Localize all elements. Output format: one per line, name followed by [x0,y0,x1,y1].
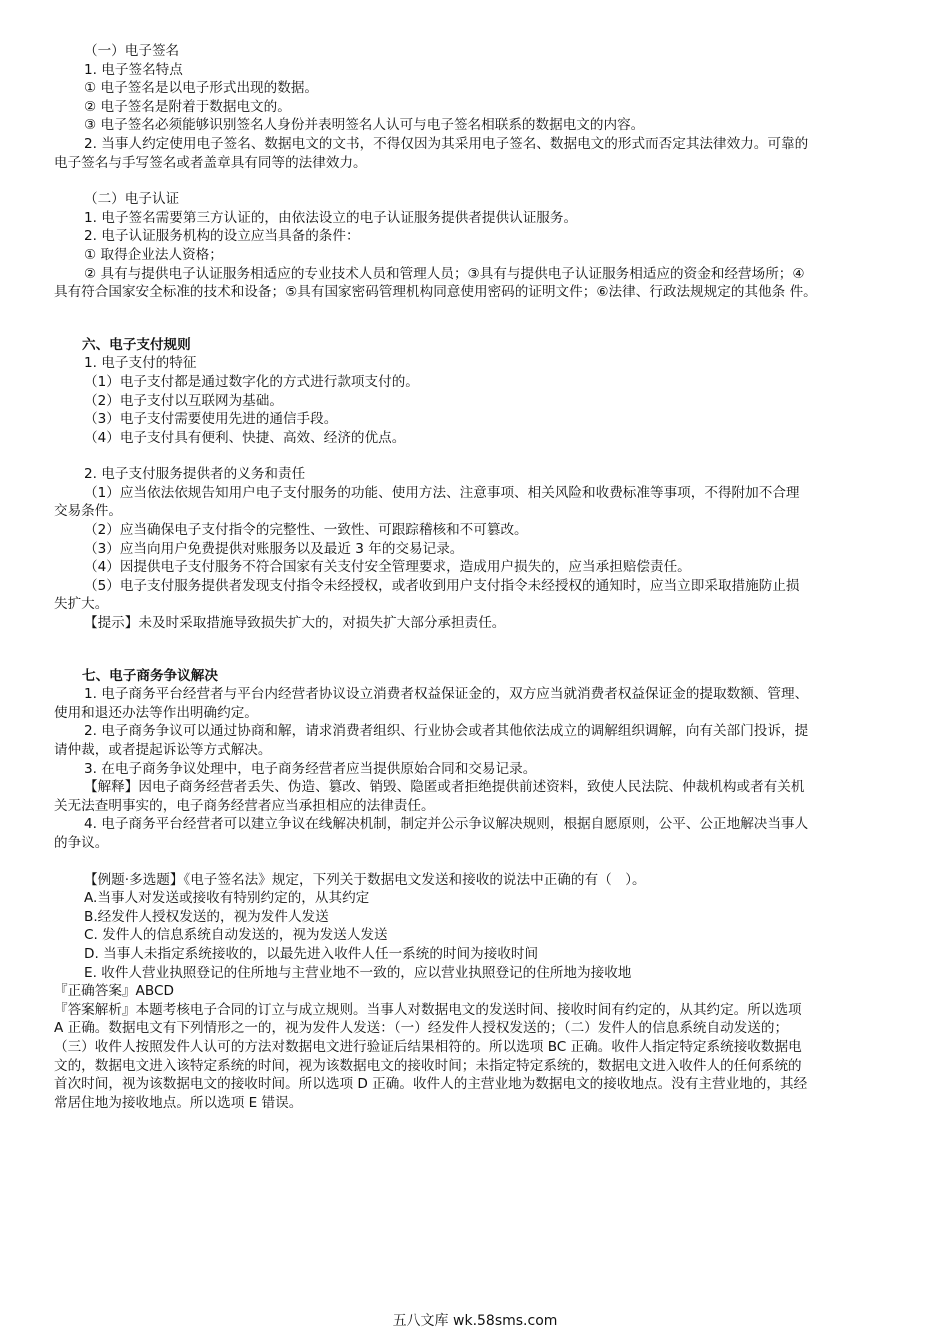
list-item: （2）应当确保电子支付指令的完整性、一致性、可跟踪稽核和不可篡改。 [84,522,528,539]
paragraph: 2. 电子认证服务机构的设立应当具备的条件： [84,228,360,245]
option-a: A.当事人对发送或接收有特别约定的，从其约定 [84,890,370,907]
list-item: 失扩大。 [54,596,109,613]
answer-analysis: 文的，数据电文进入该特定系统的时间，视为该数据电文的接收时间；未指定特定系统的，数据电文进入收件人的任何系统的 [54,1057,802,1074]
list-item: 具有符合国家安全标准的技术和设备；⑤具有国家密码管理机构同意使用密码的证明文件；⑥法律、行政法规规定的其他条 件。 [54,284,817,301]
list-item: （3）应当向用户免费提供对账服务以及最近 3 年的交易记录。 [84,540,464,557]
list-item: ① 电子签名是以电子形式出现的数据。 [84,80,319,97]
correct-answer: 『正确答案』ABCD [54,983,174,1000]
explanation-note: 【解释】因电子商务经营者丢失、伪造、篡改、销毁、隐匿或者拒绝提供前述资料，致使人民法院、仲裁机构或者有关机 [84,779,805,796]
section-dispute-resolution [54,667,896,853]
explanation-note: 关无法查明事实的，电子商务经营者应当承担相应的法律责任。 [54,797,435,814]
question-stem: 【例题·多选题】《电子签名法》规定，下列关于数据电文发送和接收的说法中正确的有（ ）。 [84,871,646,888]
list-item: 交易条件。 [54,503,122,520]
document-page [54,42,896,1112]
list-item: ① 取得企业法人资格； [84,246,223,263]
paragraph: 1. 电子商务平台经营者与平台内经营者协议设立消费者权益保证金的，双方应当就消费者权益保证金的提取数额、管理、 [84,686,809,703]
paragraph: 2. 电子支付服务提供者的义务和责任 [84,466,306,483]
paragraph: 电子签名与手写签名或者盖章具有同等的法律效力。 [54,154,367,171]
list-item: （5）电子支付服务提供者发现支付指令未经授权，或者收到用户支付指令未经授权的通知时，应当立即采取措施防止损 [84,577,800,594]
paragraph: 使用和退还办法等作出明确约定。 [54,704,258,721]
subsection-title-e-signature: （一）电子签名 [84,43,180,59]
section-heading: 七、电子商务争议解决 [82,667,218,684]
list-item: （4）电子支付具有便利、快捷、高效、经济的优点。 [84,429,406,446]
paragraph: 2. 电子商务争议可以通过协商和解，请求消费者组织、行业协会或者其他依法成立的调解组织调解，向有关部门投诉，提 [84,723,809,740]
option-d: D. 当事人未指定系统接收的，以最先进入收件人任一系统的时间为接收时间 [84,945,539,962]
tip-note: 【提示】未及时采取措施导致损失扩大的，对损失扩大部分承担责任。 [84,615,506,632]
subsection-title-e-certification: （二）电子认证 [84,191,180,208]
paragraph: 1. 电子签名需要第三方认证的，由依法设立的电子认证服务提供者提供认证服务。 [84,209,578,226]
answer-analysis: A 正确。数据电文有下列情形之一的，视为发件人发送：（一）经发件人授权发送的；（二）发件人的信息系统自动发送的； [54,1020,789,1037]
section-electronic-signature [54,42,896,302]
footer-watermark: 五八文库 wk.58sms.com [392,1313,558,1329]
answer-analysis: 常居住地为接收地点。所以选项 E 错误。 [54,1094,303,1111]
option-e: E. 收件人营业执照登记的住所地与主营业地不一致的，应以营业执照登记的住所地为接收地 [84,964,632,981]
list-item: （3）电子支付需要使用先进的通信手段。 [84,411,338,428]
paragraph: 4. 电子商务平台经营者可以建立争议在线解决机制，制定并公示争议解决规则，根据自愿原则，公平、公正地解决当事人 [84,816,809,833]
option-b: B.经发件人授权发送的，视为发件人发送 [84,908,329,925]
paragraph: 请仲裁，或者提起诉讼等方式解决。 [54,742,272,758]
answer-analysis: 『答案解析』本题考核电子合同的订立与成立规则。当事人对数据电文的发送时间、接收时间有约定的，从其约定。所以选项 [54,1001,802,1018]
paragraph: 1. 电子支付的特征 [84,355,197,372]
paragraph: 3. 在电子商务争议处理中，电子商务经营者应当提供原始合同和交易记录。 [84,760,537,777]
section-electronic-payment [54,336,896,633]
paragraph: 2. 当事人约定使用电子签名、数据电文的文书，不得仅因为其采用电子签名、数据电文的形式而否定其法律效力。可靠的 [84,135,809,152]
example-question [54,871,896,1113]
paragraph: 1. 电子签名特点 [84,61,183,78]
list-item: （2）电子支付以互联网为基础。 [84,392,283,409]
paragraph: 的争议。 [54,834,109,851]
list-item: ② 具有与提供电子认证服务相适应的专业技术人员和管理人员；③具有与提供电子认证服务相适应的资金和经营场所；④ [84,265,805,282]
section-heading: 六、电子支付规则 [82,336,191,353]
list-item: ③ 电子签名必须能够识别签名人身份并表明签名人认可与电子签名相联系的数据电文的内容。 [84,117,645,134]
answer-analysis: （三）收件人按照发件人认可的方法对数据电文进行验证后结果相符的。所以选项 BC 正确。收件人指定特定系统接收数据电 [54,1038,802,1055]
list-item: （1）电子支付都是通过数字化的方式进行款项支付的。 [84,373,419,390]
option-c: C. 发件人的信息系统自动发送的，视为发送人发送 [84,927,388,944]
list-item: （1）应当依法依规告知用户电子支付服务的功能、使用方法、注意事项、相关风险和收费标准等事项，不得附加不合理 [84,484,800,501]
list-item: ② 电子签名是附着于数据电文的。 [84,98,291,115]
list-item: （4）因提供电子支付服务不符合国家有关支付安全管理要求，造成用户损失的，应当承担赔偿责任。 [84,559,691,576]
answer-analysis: 首次时间，视为该数据电文的接收时间。所以选项 D 正确。收件人的主营业地为数据电文的接收地点。没有主营业地的，其经 [54,1076,808,1093]
